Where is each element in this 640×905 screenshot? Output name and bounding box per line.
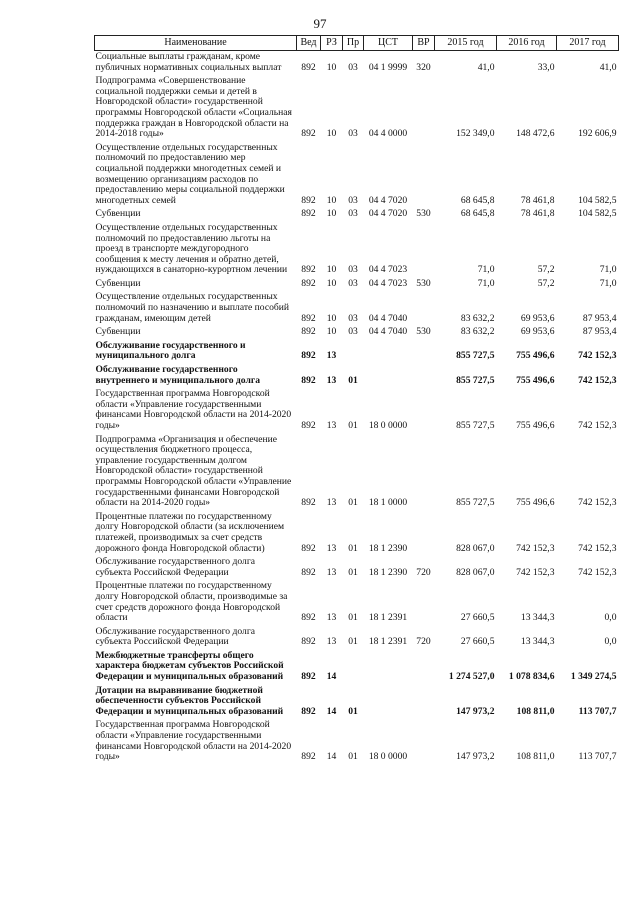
cell-2016: 13 344,3 [520,612,555,624]
cell-2015: 27 660,5 [460,612,495,624]
cell-2015: 68 645,8 [460,194,495,206]
cell-2016: 57,2 [537,277,555,289]
cell-pr: 03 [348,312,358,324]
table-header-row [95,36,619,51]
cell-cst: 04 4 7020 [368,194,408,206]
cell-vr: 320 [416,61,431,73]
cell-2016: 1 078 834,6 [508,671,555,683]
cell-pr: 01 [348,566,358,578]
cell-pr: 03 [348,208,358,220]
cell-ved: 892 [301,612,316,624]
cell-2017: 71,0 [599,277,617,289]
cell-pr: 03 [348,128,358,140]
cell-name: Обслуживание государственного долга субъекта Российской Федерации [95,625,256,648]
cell-vr [413,511,435,556]
cell-ved: 892 [301,312,316,324]
cell-pr: 01 [348,612,358,624]
cell-cst: 18 1 2391 [368,612,408,624]
table-row [95,208,619,222]
cell-2017: 192 606,9 [578,128,617,140]
column-header-pr: Пр [343,36,364,51]
cell-2017: 742 152,3 [578,350,617,362]
cell-ved: 892 [301,374,316,386]
cell-rz: 14 [326,705,337,717]
cell-rz: 13 [326,566,337,578]
cell-2016: 755 496,6 [516,420,555,431]
cell-pr: 03 [348,326,358,338]
column-header-2016: 2016 год [497,36,557,51]
cell-2017: 87 953,4 [582,312,617,324]
cell-ved: 892 [301,128,316,140]
cell-rz: 14 [326,751,337,763]
table-row [95,364,619,388]
table-body [95,51,619,765]
cell-2015: 855 727,5 [456,350,495,362]
cell-cst: 04 1 9999 [368,61,408,73]
cell-pr: 01 [348,420,358,431]
cell-pr: 01 [348,636,358,648]
cell-rz: 10 [326,312,337,324]
table-row [95,580,619,625]
cell-2015: 855 727,5 [456,420,495,431]
cell-name: Государственная программа Новгородской области «Управление государственными финансами Новгородской области на 2014-2020 годы» [95,719,292,763]
cell-vr [413,75,435,142]
table-row [95,340,619,364]
cell-ved: 892 [301,636,316,648]
column-header-2017: 2017 год [557,36,619,51]
cell-2017: 104 582,5 [578,208,617,220]
cell-name: Социальные выплаты гражданам, кроме публичных нормативных социальных выплат [95,51,282,73]
cell-ved: 892 [301,194,316,206]
cell-vr [413,434,435,511]
cell-vr [413,388,435,433]
table-row [95,685,619,720]
cell-cst [364,364,413,388]
cell-rz: 10 [326,208,337,220]
cell-ved: 892 [301,208,316,220]
cell-2016: 108 811,0 [516,751,555,763]
cell-2016: 69 953,6 [520,326,555,338]
column-header-vr: ВР [413,36,435,51]
cell-pr [343,340,364,364]
cell-2015: 41,0 [477,61,495,73]
table-row [95,626,619,650]
cell-pr: 03 [348,264,358,276]
cell-pr: 01 [348,542,358,554]
cell-cst [364,340,413,364]
cell-2016: 78 461,8 [520,208,555,220]
cell-pr: 01 [348,497,358,509]
cell-2015: 1 274 527,0 [448,671,495,683]
cell-2017: 0,0 [604,636,617,648]
cell-rz: 10 [326,128,337,140]
table-row [95,291,619,326]
cell-2017: 742 152,3 [578,374,617,386]
cell-2016: 148 472,6 [516,128,555,140]
cell-vr [413,719,435,764]
cell-pr: 01 [348,374,358,386]
cell-name: Осуществление отдельных государственных полномочий по предоставлению льготы на проезд в транспорте междугородного сообщения к месту лечения и обратно детей, нуждающихся в санаторно-курортном лечении [95,221,288,276]
cell-rz: 10 [326,277,337,289]
table-row [95,434,619,511]
cell-pr [343,650,364,685]
cell-2017: 87 953,4 [582,326,617,338]
cell-2017: 113 707,7 [578,705,617,717]
cell-name: Государственная программа Новгородской области «Управление государственными финансами Новгородской области на 2014-2020 годы» [95,388,292,431]
cell-rz: 13 [326,542,337,554]
cell-cst: 04 4 7040 [368,326,408,338]
cell-cst: 04 4 7040 [368,312,408,324]
cell-ved: 892 [301,497,316,509]
cell-cst [364,685,413,720]
cell-ved: 892 [301,705,316,717]
cell-2017: 0,0 [604,612,617,624]
cell-2015: 828 067,0 [456,542,495,554]
cell-2015: 855 727,5 [456,497,495,509]
table-row [95,278,619,292]
cell-2016: 742 152,3 [516,566,555,578]
cell-pr: 01 [348,705,358,717]
column-header-2015: 2015 год [435,36,497,51]
cell-ved: 892 [301,277,316,289]
cell-cst: 18 1 0000 [368,497,408,509]
table-row [95,388,619,433]
cell-2017: 71,0 [599,264,617,276]
cell-name: Дотации на выравнивание бюджетной обеспеченности субъектов Российской Федерации и муниципальных образований [95,684,284,717]
cell-rz: 13 [326,420,337,431]
cell-vr [413,685,435,720]
cell-cst [364,650,413,685]
cell-ved: 892 [301,420,316,431]
table-row [95,222,619,278]
cell-2017: 113 707,7 [578,751,617,763]
table-row [95,142,619,209]
budget-table [94,35,619,765]
table-row [95,511,619,556]
cell-cst: 18 1 2391 [368,636,408,648]
cell-vr [413,364,435,388]
cell-2016: 13 344,3 [520,636,555,648]
cell-rz: 13 [326,350,337,362]
cell-2015: 83 632,2 [460,312,495,324]
cell-cst: 18 1 2390 [368,542,408,554]
cell-ved: 892 [301,264,316,276]
cell-vr [413,580,435,625]
cell-rz: 13 [326,374,337,386]
page-number: 97 [313,16,327,31]
cell-2015: 855 727,5 [456,374,495,386]
cell-vr [413,650,435,685]
cell-2017: 104 582,5 [578,194,617,206]
cell-2016: 755 496,6 [516,497,555,509]
cell-rz: 10 [326,61,337,73]
cell-ved: 892 [301,350,316,362]
cell-pr: 03 [348,194,358,206]
cell-vr [413,222,435,278]
cell-cst: 04 4 7023 [368,277,408,289]
cell-name: Субвенции [95,326,141,338]
cell-name: Обслуживание государственного и муниципального долга [95,339,246,362]
cell-2015: 147 973,2 [456,705,495,717]
cell-rz: 14 [326,671,337,683]
cell-2017: 1 349 274,5 [570,671,617,683]
cell-ved: 892 [301,326,316,338]
cell-pr: 01 [348,751,358,763]
table-row [95,556,619,580]
cell-name: Субвенции [95,277,141,289]
cell-rz: 10 [326,264,337,276]
cell-vr [413,340,435,364]
cell-2015: 71,0 [477,277,495,289]
cell-vr [413,291,435,326]
cell-vr: 720 [416,636,431,648]
cell-vr [413,142,435,209]
cell-rz: 13 [326,636,337,648]
column-header-ved: Вед [297,36,321,51]
cell-pr: 03 [348,277,358,289]
cell-ved: 892 [301,751,316,763]
cell-2017: 742 152,3 [578,497,617,509]
cell-name: Осуществление отдельных государственных полномочий по предоставлению мер социальной поддержки многодетных семей и возмещению организациям расходов по предоставлению меры социальной поддержки многодетных семей [95,141,285,206]
cell-ved: 892 [301,542,316,554]
cell-2017: 742 152,3 [578,542,617,554]
cell-pr: 03 [348,61,358,73]
cell-2016: 755 496,6 [516,374,555,386]
cell-ved: 892 [301,671,316,683]
cell-2016: 57,2 [537,264,555,276]
cell-rz: 10 [326,194,337,206]
cell-rz: 13 [326,612,337,624]
cell-cst: 18 1 2390 [368,566,408,578]
cell-vr: 530 [416,277,431,289]
cell-2016: 755 496,6 [516,350,555,362]
cell-2015: 152 349,0 [456,128,495,140]
cell-2015: 27 660,5 [460,636,495,648]
cell-vr: 530 [416,208,431,220]
cell-2017: 41,0 [599,61,617,73]
table-row [95,719,619,764]
cell-2016: 33,0 [537,61,555,73]
cell-2015: 68 645,8 [460,208,495,220]
cell-name: Осуществление отдельных государственных полномочий по назначению и выплате пособий гражданам, имеющим детей [95,291,290,324]
column-header-cst: ЦСТ [364,36,413,51]
cell-2017: 742 152,3 [578,566,617,578]
cell-name: Межбюджетные трансферты общего характера бюджетам субъектов Российской Федерации и муниципальных образований [95,649,284,683]
cell-cst: 04 4 0000 [368,128,408,140]
cell-2015: 71,0 [477,264,495,276]
cell-name: Подпрограмма «Организация и обеспечение осуществления бюджетного процесса, управление государственным долгом Новгородской области» государственной программы Новгородской области «Управление государственными финансами Новгородской области на 2014-2020 годы» [95,433,292,509]
cell-name: Обслуживание государственного долга субъекта Российской Федерации [95,556,256,578]
cell-name: Процентные платежи по государственному долгу Новгородской области (за исключением платежей, производимых за счет средств дорожного фонда Новгородской области) [95,510,285,554]
cell-2015: 828 067,0 [456,566,495,578]
cell-2016: 742 152,3 [516,542,555,554]
cell-cst: 04 4 7023 [368,264,408,276]
table-row [95,326,619,340]
cell-2016: 108 811,0 [516,705,555,717]
cell-rz: 13 [326,497,337,509]
cell-2015: 83 632,2 [460,326,495,338]
cell-2016: 78 461,8 [520,194,555,206]
cell-2017: 742 152,3 [578,420,617,431]
cell-name: Субвенции [95,208,141,220]
cell-name: Подпрограмма «Совершенствование социальной поддержки семьи и детей в Новгородской области» государственной программы Новгородской области «Социальная поддержка граждан в Новгородской области на 2014-2018 годы» [95,75,292,140]
column-header-rz: РЗ [321,36,343,51]
cell-vr: 530 [416,326,431,338]
cell-2015: 147 973,2 [456,751,495,763]
table-row [95,51,619,76]
cell-name: Процентные платежи по государственному долгу Новгородской области, производимые за счет средств дорожного фонда Новгородской области [95,580,288,624]
table-row [95,75,619,142]
cell-2016: 69 953,6 [520,312,555,324]
table-row [95,650,619,685]
cell-name: Обслуживание государственного внутреннего и муниципального долга [95,364,260,386]
cell-ved: 892 [301,566,316,578]
column-header-name: Наименование [95,36,297,51]
cell-ved: 892 [301,61,316,73]
cell-rz: 10 [326,326,337,338]
cell-vr: 720 [416,566,431,578]
cell-cst: 04 4 7020 [368,208,408,220]
cell-cst: 18 0 0000 [368,751,408,763]
cell-cst: 18 0 0000 [368,420,408,431]
